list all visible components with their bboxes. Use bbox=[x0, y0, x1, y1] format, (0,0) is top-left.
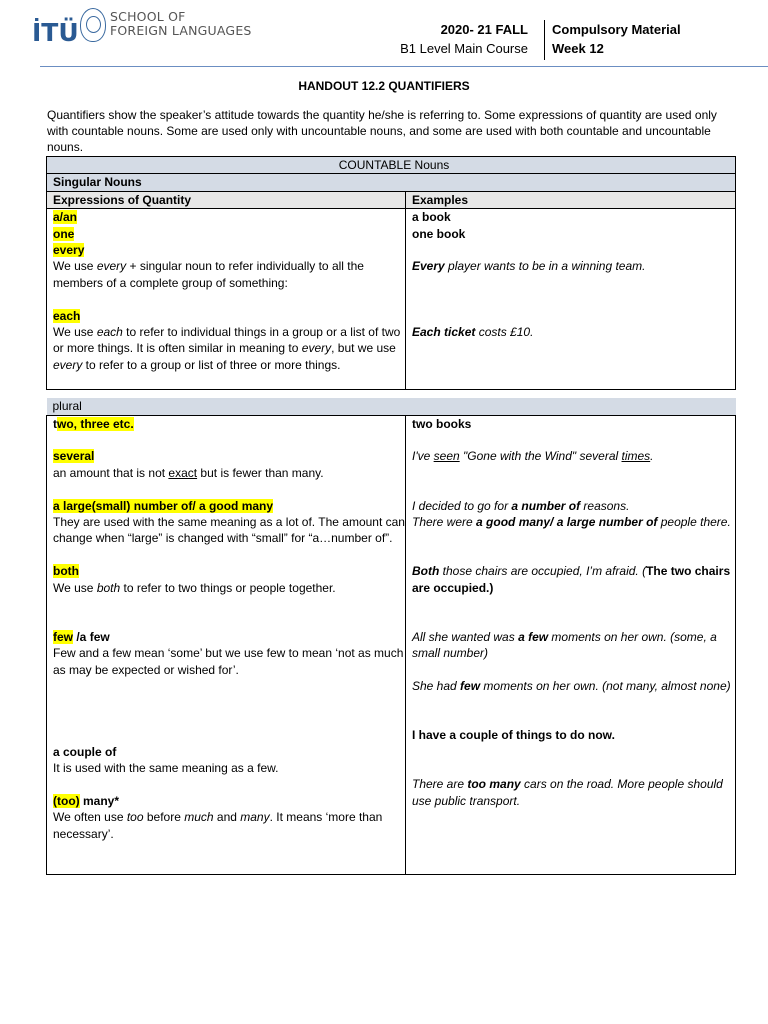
q-every: every bbox=[53, 243, 85, 258]
countable-header: COUNTABLE Nouns bbox=[47, 157, 736, 174]
ex-each: Each ticket costs £10. bbox=[412, 325, 534, 339]
q-a-an: a/an bbox=[53, 210, 78, 225]
plural-header-row bbox=[47, 398, 736, 415]
intro-paragraph: Quantifiers show the speaker’s attitude towards the quantity he/she is referring to. Some expressions of quantity are used only with countable nouns. Some are used only with uncountable nouns, and some are used with both countable and uncountable nouns. bbox=[47, 108, 717, 154]
ex-too-many: There are too many cars on the road. More people should use public transport. bbox=[412, 777, 723, 808]
plural-header: plural bbox=[47, 398, 736, 415]
course-label: B1 Level Main Course bbox=[400, 41, 528, 56]
ex-several: I've seen "Gone with the Wind" several times. bbox=[412, 449, 654, 464]
header-rule bbox=[40, 66, 768, 67]
ex-a-book: a book bbox=[412, 210, 451, 225]
q-each: each bbox=[53, 308, 81, 323]
singular-expressions bbox=[47, 209, 406, 390]
plural-examples bbox=[406, 415, 736, 874]
q-several: several bbox=[53, 449, 95, 464]
ex-few: She had few moments on her own. (not many, almost none) bbox=[412, 679, 731, 693]
ex-both: Both those chairs are occupied, I’m afraid. (The two chairs are occupied.) bbox=[412, 564, 731, 595]
ex-number-of: I decided to go for a number of reasons. bbox=[412, 498, 630, 513]
university-seal-icon bbox=[80, 8, 106, 42]
quantifiers-table bbox=[46, 156, 736, 875]
itu-logo: İTÜ bbox=[32, 18, 79, 47]
header-divider bbox=[544, 20, 545, 60]
page-header bbox=[0, 0, 768, 68]
q-large-number: a large(small) number of/ a good many bbox=[53, 498, 274, 513]
term-label: 2020- 21 FALL bbox=[440, 22, 528, 37]
q-two-three: two, three etc. bbox=[53, 416, 134, 431]
singular-examples bbox=[406, 209, 736, 390]
q-few: few /a few bbox=[53, 629, 110, 644]
week-label: Week 12 bbox=[552, 41, 604, 56]
col-examples: Examples bbox=[406, 191, 736, 208]
q-one: one bbox=[53, 226, 75, 241]
singular-header: Singular Nouns bbox=[47, 174, 736, 191]
plural-expressions bbox=[47, 415, 406, 874]
q-couple-of: a couple of bbox=[53, 744, 117, 759]
plural-body-row bbox=[47, 415, 736, 874]
col-expressions: Expressions of Quantity bbox=[47, 191, 406, 208]
singular-header-row bbox=[47, 174, 736, 191]
school-line-2: FOREIGN LANGUAGES bbox=[110, 23, 252, 38]
couple-description: It is used with the same meaning as a few. bbox=[53, 761, 279, 776]
too-many-description: We often use too before much and many. It means ‘more than necessary’. bbox=[53, 810, 383, 841]
material-label: Compulsory Material bbox=[552, 22, 681, 37]
school-line-1: SCHOOL OF bbox=[110, 9, 186, 24]
singular-body-row bbox=[47, 209, 736, 390]
spacer-row bbox=[47, 390, 736, 399]
column-header-row bbox=[47, 191, 736, 208]
each-description: We use each to refer to individual things in a group or a list of two or more things. It is often similar in meaning to every, but we use every to refer to a group or list of three or more things. bbox=[53, 325, 401, 372]
every-description: We use every + singular noun to refer individually to all the members of a complete group of something: bbox=[53, 259, 364, 290]
ex-one-book: one book bbox=[412, 226, 466, 241]
ex-two-books: two books bbox=[412, 416, 472, 431]
q-too-many: (too) many* bbox=[53, 793, 120, 808]
q-both: both bbox=[53, 564, 79, 579]
few-description: Few and a few mean ‘some’ but we use few to mean ‘not as much as may be expected or wished for’. bbox=[53, 646, 404, 677]
ex-good-many: There were a good many/ a large number of people there. bbox=[412, 515, 731, 530]
ex-a-few: All she wanted was a few moments on her own. (some, a small number) bbox=[412, 629, 717, 661]
countable-header-row bbox=[47, 157, 736, 174]
several-description: an amount that is not exact but is fewer than many. bbox=[53, 465, 324, 480]
ex-every: Every player wants to be in a winning team. bbox=[412, 259, 646, 274]
ex-couple-of: I have a couple of things to do now. bbox=[412, 728, 615, 743]
both-description: We use both to refer to two things or people together. bbox=[53, 580, 336, 595]
handout-title: HANDOUT 12.2 QUANTIFIERS bbox=[298, 79, 470, 93]
large-description: They are used with the same meaning as a lot of. The amount can change when “large” is changed with “small” for “a…number of”. bbox=[53, 515, 405, 546]
school-name bbox=[110, 10, 252, 38]
